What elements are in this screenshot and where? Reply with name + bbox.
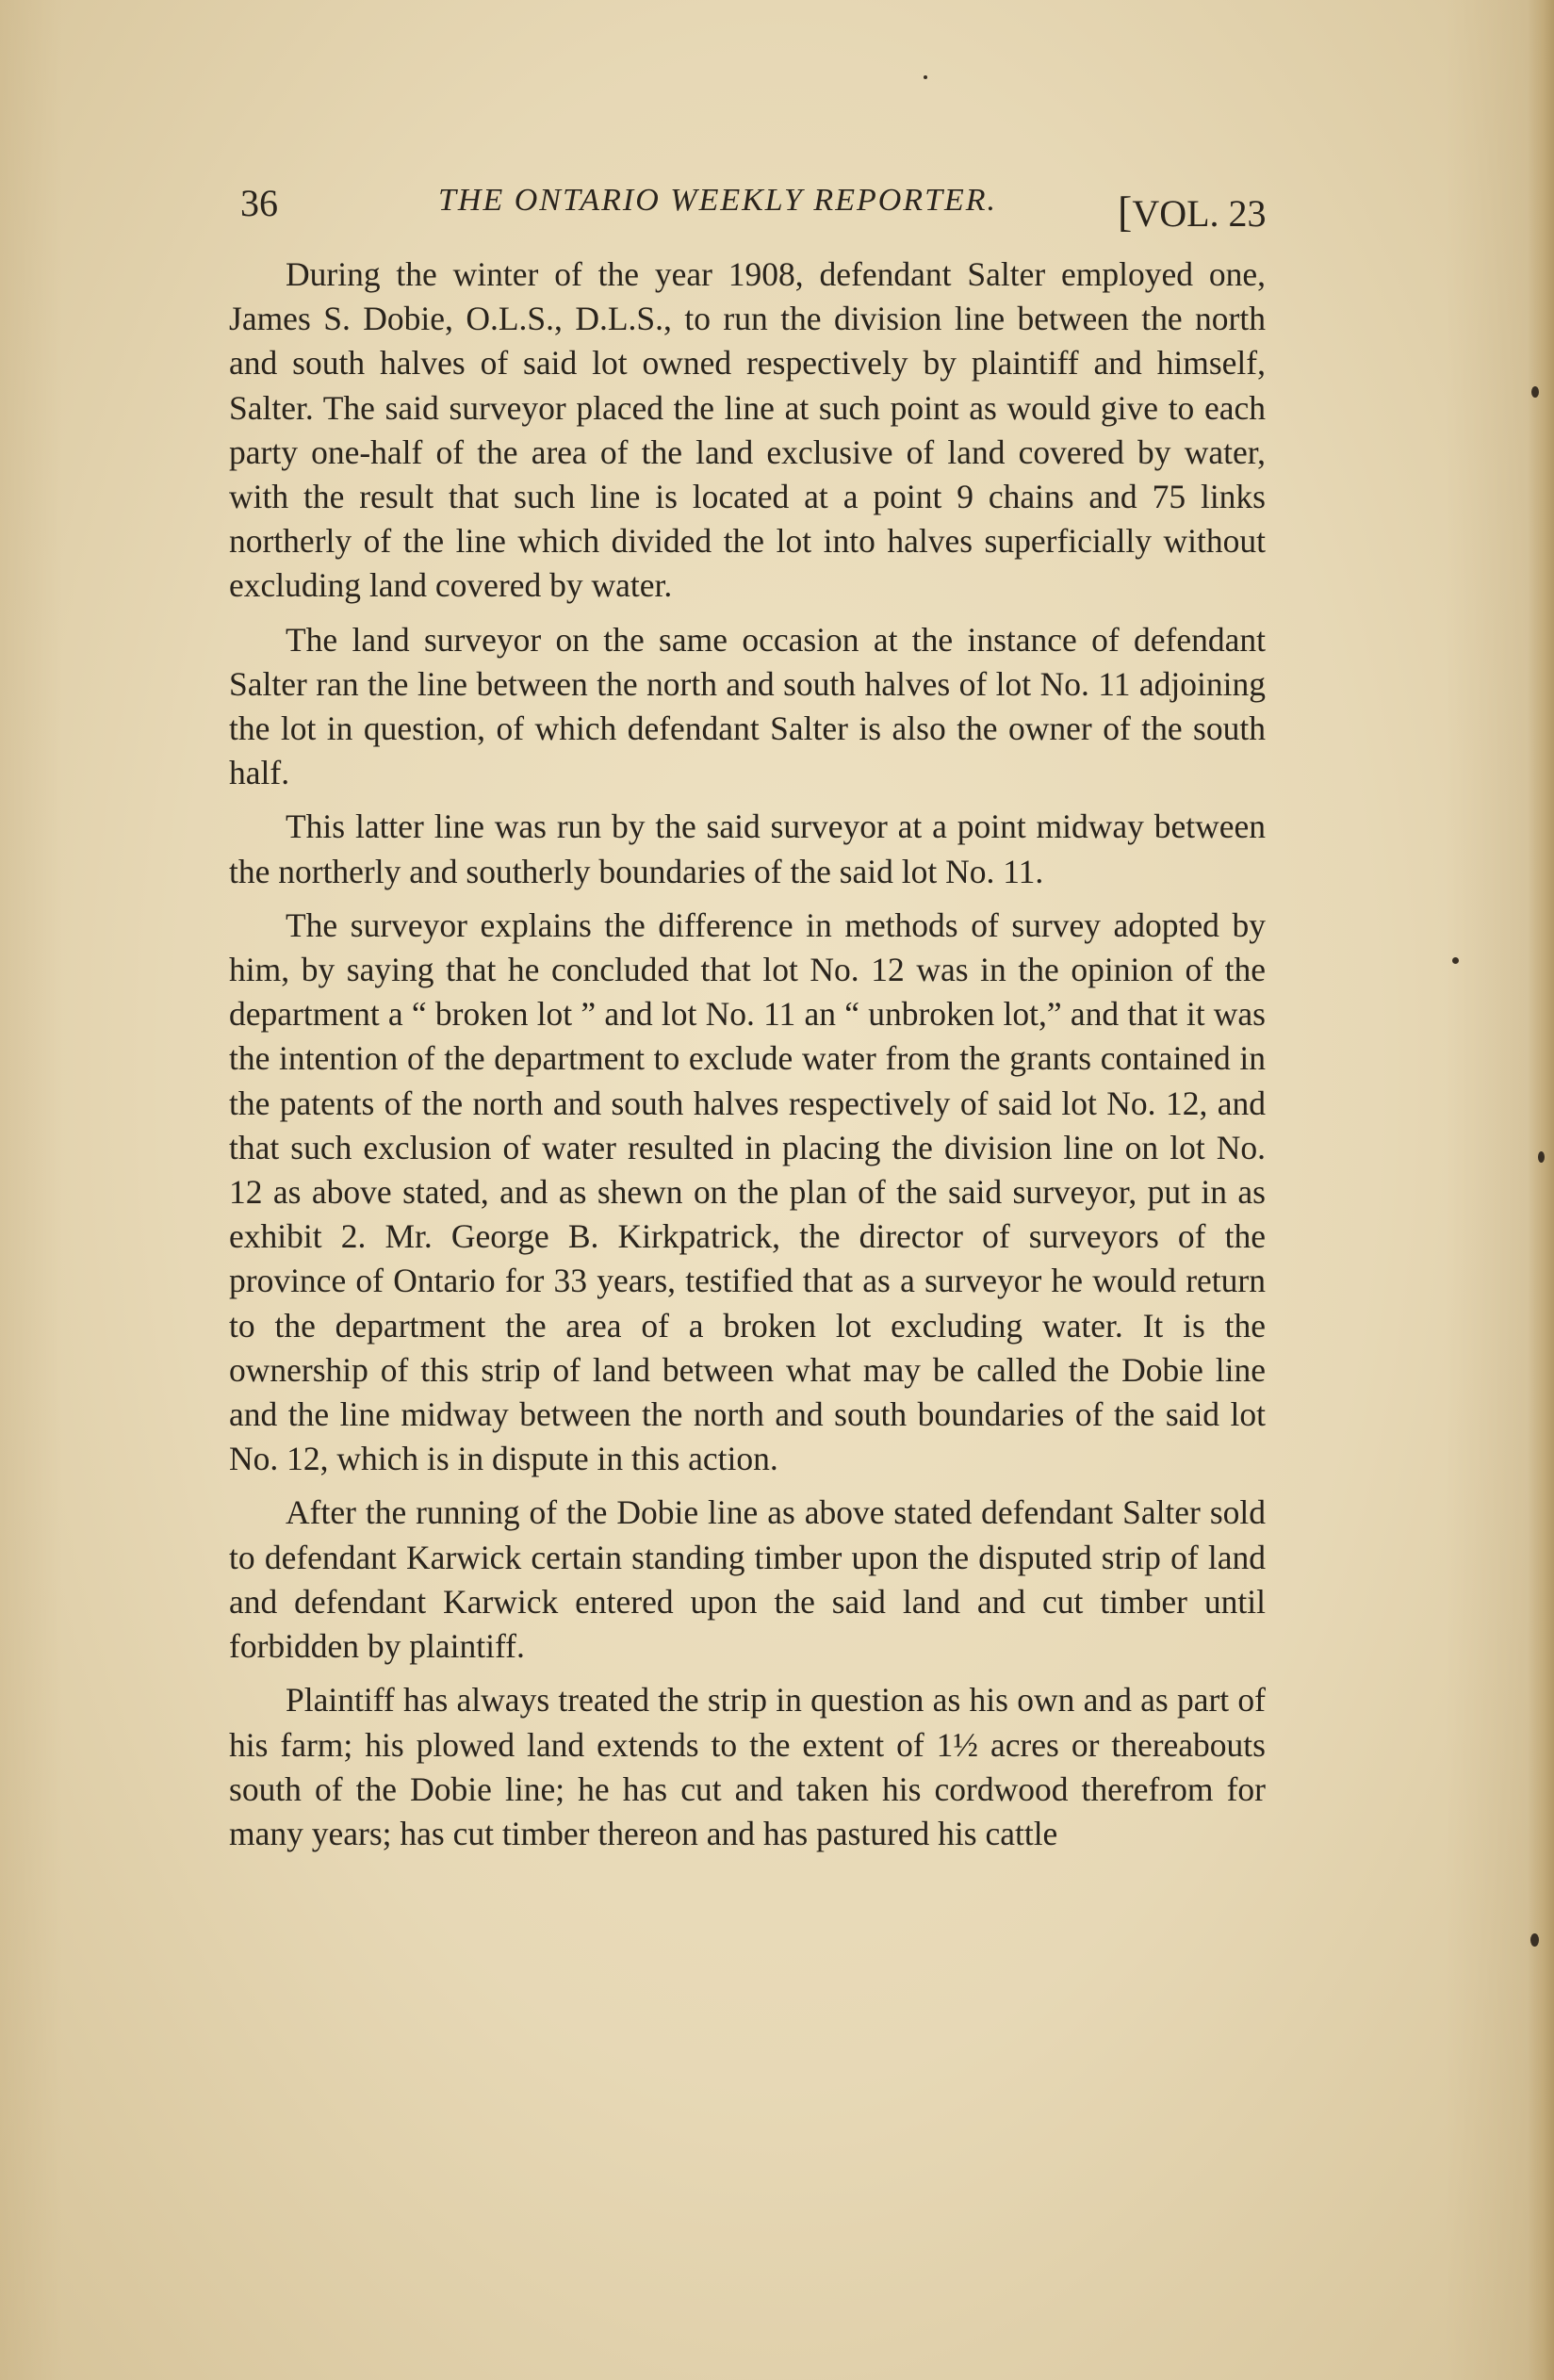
body-text — [229, 253, 1266, 1866]
volume-label — [1118, 187, 1267, 236]
paragraph: This latter line was run by the said surveyor at a point midway between the northerly and southerly boundaries of the said lot No. 11. — [229, 807, 1266, 890]
ink-speck — [1452, 957, 1459, 964]
paragraph: The surveyor explains the difference in methods of survey adopted by him, by saying that he concluded that lot No. 12 was in the opinion of the department a “ broken lot ” and lot No. 11 an “ unbroken lot,” and that it was the intention of the department to exclude water from the grants contained in the patents of the north and south halves respectively of said lot No. 12, and that such exclusion of water resulted in placing the division line on lot No. 12 as above stated, and as shewn on the plan of the said surveyor, put in as exhibit 2. Mr. George B. Kirkpatrick, the director of surveyors of the province of Ontario for 33 years, testified that as a surveyor he would return to the department the area of a broken lot excluding water. It is the ownership of this strip of land between what may be called the Dobie line and the line midway between the north and south boundaries of the said lot No. 12, which is in dispute in this action. — [229, 905, 1266, 1478]
ink-speck — [1538, 1151, 1545, 1163]
paragraph: After the running of the Dobie line as above stated defendant Salter sold to defendant Karwick certain standing timber upon the disputed strip of land and defendant Karwick entered upon the said land and cut timber until forbidden by plaintiff. — [229, 1493, 1266, 1666]
paragraph: Plaintiff has always treated the strip in question as his own and as part of his farm; his plowed land extends to the extent of 1½ acres or thereabouts south of the Dobie line; he has cut and taken his cordwood therefrom for many years; has cut timber thereon and has pastured his cattle — [229, 1681, 1266, 1852]
page-number: 36 — [240, 182, 278, 224]
running-head — [229, 170, 1275, 236]
paragraph: During the winter of the year 1908, defendant Salter employed one, James S. Dobie, O.L.S., D.L.S., to run the division line between the north and south halves of said lot owned respectively by plaintiff and himself, Salter. The said surveyor placed the line at such point as would give to each party one-half of the area of the land exclusive of land covered by water, with the result that such line is located at a point 9 chains and 75 links northerly of the line which divided the lot into halves superficially without excluding land covered by water. — [229, 255, 1266, 605]
ink-speck — [924, 75, 927, 79]
volume-text: VOL. 23 — [1132, 192, 1267, 235]
paragraph: The land surveyor on the same occasion at the instance of defendant Salter ran the line between the north and south halves of lot No. 11 adjoining the lot in question, of which defendant Salter is also the owner of the south half. — [229, 620, 1266, 792]
journal-title: THE ONTARIO WEEKLY REPORTER. — [438, 183, 998, 218]
page-edge-shadow — [1528, 0, 1554, 2380]
volume-bracket: [ — [1118, 187, 1133, 236]
ink-speck — [1530, 1933, 1539, 1947]
ink-speck — [1531, 386, 1539, 398]
page — [229, 170, 1275, 1852]
